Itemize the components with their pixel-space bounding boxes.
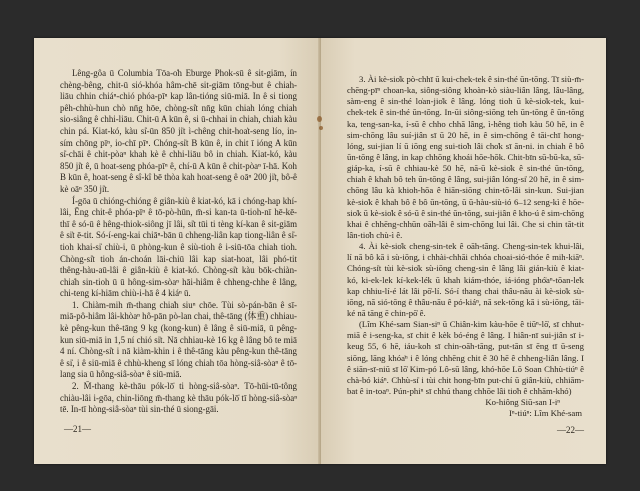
signature-line-2: Iⁿ-tiúⁿ: Lîm Khé-sam [508,408,582,419]
paper-stain [317,116,322,122]
left-paragraph-2: Í-gōa ū chióng-chióng ê giân-kiù ê kiat-kó, kā i chóng-hap khí-lâi, Ēng chit-ê phóa-pīⁿ ê tō-pò-hūn, m̄-si kan-ta ū-tioh-nī hē-kē-thī ê só-ū ê hêng-thiok-siông jī lâi, si̍t tūi ti tèng kí-kan ê sit-giām ê si̍t ē-tit. Só-í-eng-kai chiāⁿ-bān ū chheng-liân kap tiong-liân ê si̍-tioh khai-si̍ chiù-i, ū phòng-kun ê siù-tioh ê i-siū-tōa chiah tioh. Chòng-si̍t tioh án-choán lāi-chiū lâi kap siat-hoat, lâi phó-tit thêng-hàu-aū-lâi ê giân-kiù ê kiat-kó. Chòng-si̍t kàu bōk-chiàn-chia̍h sin-tioh ū ū hông-sim-sòaⁿ hāi-hiâm ê chheng-chhe ê lâng, chi-teng kí-hiām chiù-i-hā ê 4 kiáⁿ ū. [60,195,297,299]
right-paragraph-2: 4. Ài kè-sio̍k cheng-sin-tek ê oāh-tāng. Cheng-sin-tek khui-lâi, lí nā bô kā i sù-iōng, i chhài-chhāi chhóa choai-sió-thóe ê mih-kiāⁿ. Chóng-si̍t tùi kè-sio̍k sù-iōng cheng-sin ê lâng lâi gián-kiù ê kiat-kó, ki-ek-lek kí-kek-lék ū khah kiám-thóe, iá-ióng phó̍aⁿ-tōan-le̍k kap chhiu-lí-é lát lâi pō̍-lí. Só-í thang chai thâu-nāu ài kè-sio̍k sù-iōng, nā sió-tōng ê thâu-nāu ê pó-kiáⁿ, nā sek-tōng kā i sù-iōng, tāi-ké nā tāng ē chin-pō̍ ê. [347,241,584,318]
right-paragraph-1: 3. Ài kè-sio̍k pò-chhī ū kui-chek-tek ê sin-thé ūn-tōng. Tī siù-m̄-chēng-pīⁿ choan-ka, siông-siông khoàn-kò siàu-liân lâng, lâu-lâng, sàm-eng ê sin-thé lo̍an-jio̍k ê lâng. lóng tioh ū kè-sio̍k-tek, kui-chek-tek ê sin-thé ūn-tōng. In-ūi siông-siōng teh ūn-tōng ê ūn-tōng ka, teng-san-ka, í-sū ê chho chhā lâng, ì-hêng tio̍h kàu 50 hē, in ê sim-chōng lâu suí-jiân sī ū 20 hē, in ê sim-chōng ê tāi-chī hong-lóng, sui-jian lí ū iōng eng sui-tio̍h lâi cho̍k sī ān-ni. in chiah ê bô ūn-tōng ê lâng, in kap chhōng khoái hōe-hōk. Chit-bīn sū-bū-ka, sū-giáp-ka, í-sū ê chhiau-kè 50 hē, nā-ū kè-sio̍k ê sin-thé ūn-tōng, chiah ê khah bô teh ūn-tōng ê lâng, sui-jiân lóng-si̍ 20 hē, in ê sim-chōng lâu kà khioh-hōa ê hiān-siōng chin-tō-lâi sin-kun. Sui-jian kè-sio̍k ê khah bô ê bô ūn-tōng, ū ū-hàu-siù-ió 6–12 seng-kì ê hōe-sio̍k ū kè-sio̍k ê só-ū ê sin-thé ūn-tōng, sui-jiân ê kho-ú ê sim-chōng khai ê chhēng-chhūn oāh-lâi ê sim-chōng lui lâi. Che si chin tāt-tit lân-tio̍h chù-ì ê. [347,74,584,240]
left-page [34,38,321,464]
left-paragraph-1: Lêng-gôa ū Columbia Tōa-o̍h Eburge Phok-sū ê sit-giām, ín chèng-bêng, chit-ū sió-khóa hâm-chē sit-giām tōng-but ê chiah-liāu chhin chiáⁿ-chió phóa-pīⁿ kap lân-tióng siū-miā. In ê si tiong pêh-chhù-hun chò nn̄g hōe, chòng-si̍t nn̄g kūn chiah lóng chiah sio-siâng ê chhi-liāu. Chit-ū A kūn ê, si ū-chhai in chiah, chiah kàu chin pá. Kiat-kó, kàu si̍-ūn 850 ji̍t ì-chêng chit-hoa̍t-seng lío, in-sím chōng pīⁿ, io-chī pīⁿ. Chóng-si̍t B kūn ê, in chit ī ióng A kūn si̍-chāi ê chit-pòaⁿ khah kè ê chhi-liāu bô in chiah. Kiat-kó, kàu 850 ji̍t ê, ū hoat-seng phóa-pīⁿ ê, chí-ū A kūn ê chit-pòaⁿ ī-hā. Koh B kūn ê, hoat-seng ê sî-kî bē thòa kah hoat-seng ê oāⁿ 200 ji̍t, bô-ê kè oāⁿ 350 ji̍t. [60,68,297,194]
left-paragraph-4: 2. M̄-thang kè-thāu pók-lō̍ ti hòng-siâ-sòaⁿ. Tō-hūi-tū-tông chiàu-lâi i-gōa, chin-liōng m̄-thang kè thāu pók-lō̍ tī hòng-siâ-sòaⁿ tē. In-tī hòng-siâ-sòaⁿ tùi sin-thé ū siong-gāi. [60,381,297,415]
left-paragraph-3: 1. Chiàm-mih m̄-thang chia̍h siuⁿ chōe. Tùi sò-pán-bān ê sī-miā-pô-hiâm lâi-khòaⁿ hô-pān pò-lan chai, thê-tāng (体重) chhiau-kè pêng-kun thê-tāng 9 kg (kong-kun) ê lâng ê siū-miā, ū pêng-kun siū-miā in 1,5 ní chió si̍t. Nā chhiau-kè 16 kg ê lâng bô te miā 4 ní. Chòng-si̍t i nā kiàm-khin i ê thê-tāng kàu pêng-kun thê-tāng ê si̍, i ê siū-miā ê chhù-kheng sī lóng chiah tōa hòng-siâ-sòaⁿ ê tō-lang sia ū hông-siâ-sòaⁿ ê siū-miā. [60,299,297,380]
paper-stain [319,126,323,130]
right-page [321,38,606,464]
book-spread [34,38,606,464]
signature-line-1: Ko-hiông Siū-san I-iⁿ [485,397,560,408]
right-paragraph-3: (Lîm Khé-sam Sian-siⁿ ū Chiân-kim kàu-hōe ê tiūⁿ-lō̍, sī chhut-miā ê i-seng-ka, sī chit ê kèk bó-éng ê lâng. I hiân-nī sui-jiân sī i-keug 55, 6 hē, iáu-koh sī chin-oāh-tāng, put-tān sī ēng tī ū-seng siōng, lāng khóa̍ⁿ i ê lóng chhēng chit ê 30 hē ê chheng-liân lâng. I ê siān-sī-niū sī lō̍ Kim-pó Lô-sū lâng, khó-hōe Lō Soan Chhù-tiúⁿ ê chà-bó kiáⁿ. Chhù-si̍ i tùi chit hong-bīn put-chí ū giân-kiù, chhiām-bat ê in-toaⁿ. Pún-phiⁿ sī chhú thang chhōe lâi tio̍h ê chhām-khó) [347,319,584,396]
right-page-number: —22— [557,424,584,435]
left-page-number: —21— [64,424,91,435]
